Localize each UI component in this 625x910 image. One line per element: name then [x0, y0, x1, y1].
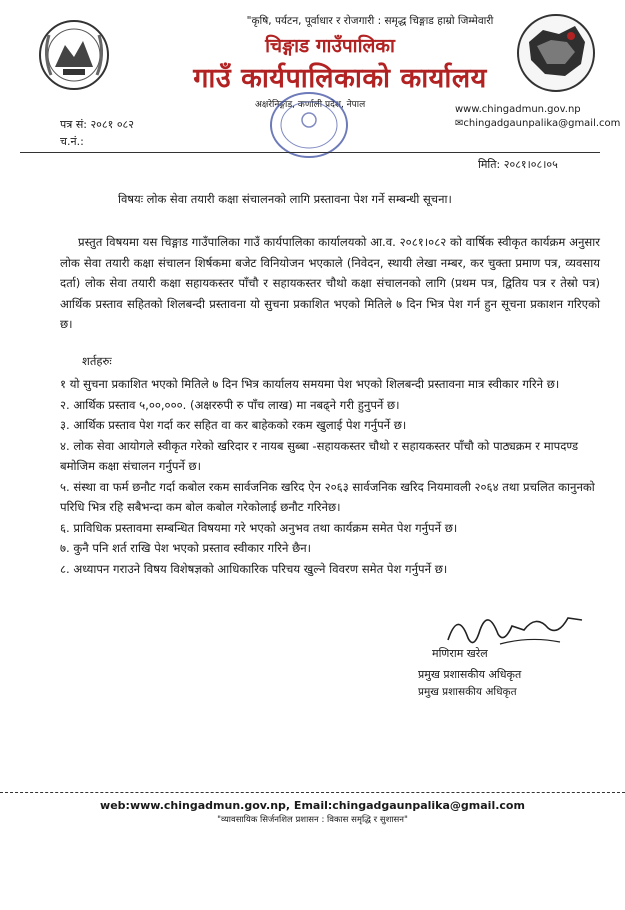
- condition-item: ३. आर्थिक प्रस्ताव पेश गर्दा कर सहित वा कर बाहेकको रकम खुलाई पेश गर्नुपर्ने छ।: [60, 418, 407, 432]
- condition-item: २. आर्थिक प्रस्ताव ५,००,०००. (अक्षररुपी रु पाँच लाख) मा नबढ्ने गरी हुनुपर्ने छ।: [60, 397, 400, 412]
- header-divider: [20, 152, 600, 153]
- body-paragraph: प्रस्तुत विषयमा यस चिङ्गाड गाउँपालिका गाउँ कार्यपालिका कार्यालयको आ.व. २०८१।०८२ को वार्षिक स्वीकृत कार्यक्रम अनुसार लोक सेवा तयारी कक्षा संचालन शिर्षकमा बजेट विनियोजन भएकाले (निवेदन, स्थायी लेखा नम्बर, कर चुक्ता प्रमाण पत्र, व्यवसाय दर्ता) लोक सेवा तयारी कक्षा सहायकस्तर पाँचौ र सहायकस्तर चौथो कक्षा संचालनको लागि (प्रथम पत्र, द्वितिय पत्र र तेस्रो पत्र) आर्थिक प्रस्ताव सहितको शिलबन्दी प्रस्तावना यो सुचना प्रकाशित भएको मितिले ७ दिन भित्र पेश गर्न हुन सूचना प्रकाशन गरिएको छ।: [60, 235, 600, 331]
- conditions-heading: शर्तहरुः: [82, 354, 112, 368]
- signatory-name: मणिराम खरेल: [432, 647, 488, 660]
- signatory-title: प्रमुख प्रशासकीय अधिकृत: [418, 686, 517, 698]
- nepal-emblem-icon: [35, 15, 113, 95]
- letter-body: [60, 232, 600, 335]
- email-icon: ✉: [455, 118, 464, 129]
- office-name: गाउँ कार्यपालिकाको कार्यालय: [193, 63, 487, 94]
- office-address: अक्षरेनिङ्गाड, कर्णाली प्रदेश, नेपाल: [255, 100, 366, 110]
- condition-item: ८. अध्यापन गराउने विषय विशेषज्ञको आधिकारिक परिचय खुल्ने विवरण समेत पेश गर्नुपर्ने छ।: [60, 561, 448, 576]
- header-website: www.chingadmun.gov.np: [455, 104, 581, 115]
- dispatch-number: च.नं.:: [60, 135, 84, 148]
- condition-item: १ यो सुचना प्रकाशित भएको मितिले ७ दिन भित्र कार्यालय समयमा पेश भएको शिलबन्दी प्रस्तावना मात्र स्वीकार गरिने छ।: [60, 377, 560, 391]
- municipality-name: चिङ्गाड गाउँपालिका: [265, 35, 395, 57]
- condition-item: ६. प्राविधिक प्रस्तावमा सम्बन्धित विषयमा गरे भएको अनुभव तथा कार्यक्रम समेत पेश गर्नुपर्ने छ।: [60, 520, 458, 535]
- footer-contact: web:www.chingadmun.gov.np, Email:chingadgaunpalika@gmail.com: [100, 799, 525, 812]
- conditions-list: [60, 374, 602, 579]
- letter-date: मिति: २०८१।०८।०५: [478, 158, 558, 171]
- letter-subject: विषयः लोक सेवा तयारी कक्षा संचालनको लागि प्रस्तावना पेश गर्ने सम्बन्धी सूचना।: [118, 192, 452, 206]
- header-email: ✉chingadgaunpalika@gmail.com: [455, 118, 621, 129]
- footer-slogan: "व्यावसायिक सिर्जनशिल प्रशासन : विकास समृद्धि र सुशासन": [217, 815, 408, 825]
- condition-item: ७. कुनै पनि शर्त राखि पेश भएको प्रस्ताव स्वीकार गरिने छैन।: [60, 541, 312, 555]
- office-stamp-icon: [268, 90, 350, 160]
- condition-item: ४. लोक सेवा आयोगले स्वीकृत गरेको खरिदार र नायब सुब्बा -सहायकस्तर चौथो र सहायकस्तर पाँचौ को पाठ्यक्रम र मापदण्ड बमोजिम कक्षा संचालन गर्नुपर्ने छ।: [60, 438, 579, 473]
- header-tagline: "कृषि, पर्यटन, पूर्वाधार र रोजगारी : समृद्ध चिङ्गाड हाम्रो जिम्मेवारी: [246, 15, 494, 27]
- condition-item: ५. संस्था वा फर्म छनौट गर्दा कबोल रकम सार्वजनिक खरिद ऐन २०६३ सार्वजनिक खरिद नियमावली २०६४ तथा प्रचलित कानुनको परिधि भित्र रहि सबैभन्दा कम बोल कबोल गरेकोलाई छनौट गरिनेछ।: [60, 479, 595, 514]
- footer-divider: [0, 792, 625, 793]
- signatory-title-stamp: प्रमुख प्रशासकीय अधिकृत: [418, 668, 522, 681]
- letter-number: पत्र सं: २०८१ ०८२: [60, 118, 134, 131]
